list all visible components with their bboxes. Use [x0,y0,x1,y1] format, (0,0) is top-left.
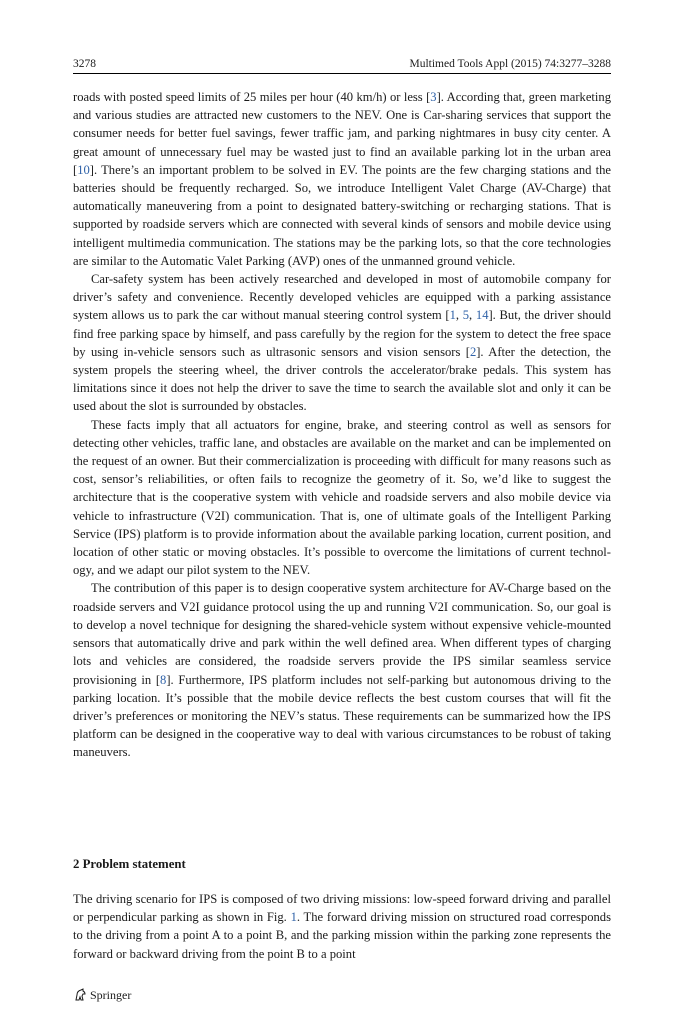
citation-link[interactable]: 5 [462,308,470,323]
text-run: ]. Furthermore, IPS platform includes not self-parking but autonomous driving to the parking location. It’s possible that the mobile device reflects the best custom courses that will fit the driver’s preferences or monitoring the NEV’s status. These requirements can be summarized how the IPS platform can be designed in the cooperative way to deal with various circumstances to be robust of taking maneuvers. [73,672,611,760]
body-text [73,88,611,762]
text-run: The contribution of this paper is to design cooperative system architecture for AV-Charge based on the roadside servers and V2I guidance protocol using the up and running V2I communication. So, our goal is to develop a novel technique for designing the shared-vehicle system without expensive vehicle-mounted sensors that automatically drive and park within the well defined area. When different types of charging lots and vehicles are considered, the roadside servers provide the IPS similar seamless service provisioning in [ [73,581,611,687]
paragraph-5 [73,890,611,963]
text-run: The driving scenario for IPS is composed of two driving missions: low-speed forward driving and parallel or perpendicular parking as shown in Fig. [73,892,611,925]
paragraph-4 [73,579,611,761]
paragraph-2 [73,270,611,416]
publisher-name: Springer [90,987,132,1002]
text-run: , [469,308,476,323]
paragraph-1 [73,88,611,270]
page-number: 3278 [73,58,96,70]
text-run: . The forward driving mission on structured road corresponds to the driving from a point A to a point B, and the parking mission within the parking zone represents the forward or backward driving from the point B to a point [73,910,611,961]
journal-reference: Multimed Tools Appl (2015) 74:3277–3288 [409,58,611,70]
citation-link[interactable]: 10 [77,162,90,177]
section-heading: 2 Problem statement [73,857,186,871]
section-body [73,890,611,963]
text-run: ]. There’s an important problem to be solved in EV. The points are the few charging stations and the batteries should be frequently recharged. So, we introduce Intelligent Valet Charge (AV-Charge) that automatically maneuvering from a point to designated battery-switching or recharging stations. That is supported by roadside servers which are connected with several kinds of sensors and mobile device using intelligent multimedia communication. The stations may be the parking lots, so that the core technologies are similar to the Automatic Valet Parking (AVP) ones of the unmanned ground vehicle. [73,162,611,268]
text-run: ]. After the detection, the system propels the steering wheel, the driver controls the accelerator/brake pedals. This system has limitations since it does not help the driver to save the time to search the available slot and only it can be used about the slot is surrounded by obstacles. [73,344,612,414]
figure-link[interactable]: 1 [290,910,297,925]
text-run: roads with posted speed limits of 25 miles per hour (40 km/h) or less [ [73,90,431,104]
text-run: These facts imply that all actuators for engine, brake, and steering control as well as sensors for detecting other vehicles, traffic lane, and obstacles are available on the market and can be implemented on the request of an owner. But their commercialization is proceeding with difficult for many reasons such as cost, sensor’s reliabilities, or often fails to recognize the geometry of it. So, we’d like to suggest the architecture that is the cooperative system with vehicle and roadside servers and also mobile device via vehicle to infrastructure (V2I) communication. That is, one of ultimate goals of the Intelligent Parking Service (IPS) platform is to provide information about the available parking location, current position, and location of other static or moving obstacles. It’s possible to overcome the limitations of current technol-ogy, and we adapt our pilot system to the NEV. [73,417,611,578]
text-run: ]. According that, green marketing and various studies are attracted new customers to the NEV. One is Car-sharing services that support the consumer needs for better fuel savings, fewer traffic jam, and parking nightmares in busy city center. A great amount of unnecessary fuel may be wasted just to find an available parking lot in the urban area [ [73,90,611,177]
citation-link[interactable]: 3 [430,90,437,104]
citation-link[interactable]: 2 [469,344,477,359]
page-footer [73,987,131,1003]
citation-link[interactable]: 8 [160,672,167,687]
text-run: ]. But, the driver should find free parking space by himself, and pass carefully by the region for the system to detect the free space by using in-vehicle sensors such as ultrasonic sensors and vision sensors [ [73,308,611,359]
text-run: Car-safety system has been actively researched and developed in most of automobile company for driver’s safety and convenience. Recently developed vehicles are equipped with a parking assistance system allows us to park the car without manual steering control system [ [73,272,611,323]
text-run: , [455,308,463,323]
running-header [73,56,611,72]
citation-link[interactable]: 1 [449,308,456,323]
springer-horse-icon [73,988,87,1002]
citation-link[interactable]: 14 [475,308,489,323]
paragraph-3 [73,416,611,580]
header-rule [73,73,611,74]
